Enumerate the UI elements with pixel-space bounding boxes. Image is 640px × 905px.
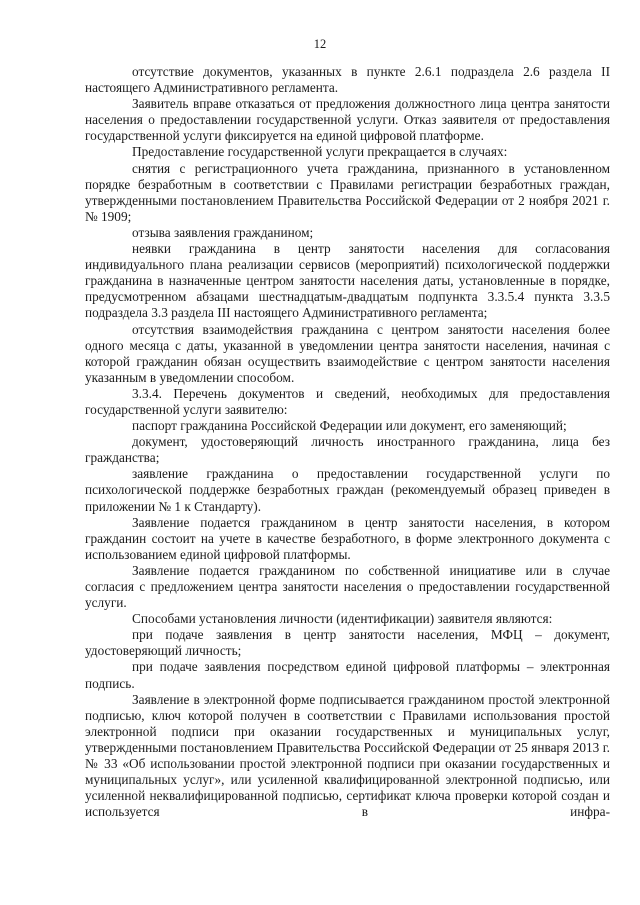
paragraph-refusal: Заявитель вправе отказаться от предложения должностного лица центра занятости населения о предоставлении государственной услуги. Отказ заявителя от предоставления государственной услуги фиксируется на единой цифровой платформе.	[85, 96, 610, 144]
paragraph-application-submission: Заявление подается гражданином в центр занятости населения, в котором гражданин состоит на учете в качестве безработного, в форме электронного документа с использованием единой цифровой платформы.	[85, 514, 610, 562]
paragraph-documents-absence: отсутствие документов, указанных в пункте 2.6.1 подраздела 2.6 раздела II настоящего Административного регламента.	[85, 64, 610, 96]
paragraph-termination-intro: Предоставление государственной услуги прекращается в случаях:	[132, 144, 508, 160]
paragraph-identification-platform: при подаче заявления посредством единой цифровой платформы – электронная подпись.	[85, 659, 610, 691]
document-body	[85, 64, 610, 820]
paragraph-passport: паспорт гражданина Российской Федерации или документ, его заменяющий;	[132, 418, 567, 434]
paragraph-electronic-signature: Заявление в электронной форме подписывается гражданином простой электронной подписью, ключ которой получен в соответствии с Правилами использования простой электронной подписи при оказании государственных и муниципальных услуг, утвержденными постановлением Правительства Российской Федерации от 25 января 2013 г. № 33 «Об использовании простой электронной подписи при оказании государственных и муниципальных услуг», или усиленной квалифицированной электронной подписью, или усиленной неквалифицированной подписью, сертификат ключа проверки которой создан и используется в инфра-	[85, 691, 610, 820]
paragraph-initiative: Заявление подается гражданином по собственной инициативе или в случае согласия с предложением центра занятости населения о предоставлении государственной услуги.	[85, 562, 610, 611]
paragraph-withdrawal: отзыва заявления гражданином;	[132, 224, 314, 240]
paragraph-deregistration: снятия с регистрационного учета гражданина, признанного в установленном порядке безработным в соответствии с Правилами регистрации безработных граждан, утвержденными постановлением Правительства Российской Федерации от 2 ноября 2021 г. № 1909;	[85, 160, 610, 224]
paragraph-identification-methods: Способами установления личности (идентификации) заявителя являются:	[132, 611, 553, 627]
paragraph-no-interaction: отсутствия взаимодействия гражданина с центром занятости населения более одного месяца с даты, указанной в уведомлении центра занятости населения, начиная с которой гражданин обязан осуществить взаимодействие с центром занятости населения указанным в уведомлении способом.	[85, 321, 610, 385]
paragraph-application: заявление гражданина о предоставлении государственной услуги по психологической поддержке безработных граждан (рекомендуемый образец приведен в приложении № 1 к Стандарту).	[85, 466, 610, 514]
paragraph-identification-mfc: при подаче заявления в центр занятости населения, МФЦ – документ, удостоверяющий личность;	[85, 627, 610, 659]
page-number: 12	[313, 37, 327, 51]
paragraph-no-show: неявки гражданина в центр занятости населения для согласования индивидуального плана реализации сервисов (мероприятий) психологической поддержки гражданина в назначенные центром занятости населения даты, установленные в порядке, предусмотренном абзацами шестнадцатым-двадцатым подпункта 3.3.5.4 пункта 3.3.5 подраздела 3.3 раздела III настоящего Административного регламента;	[85, 241, 610, 321]
paragraph-documents-list-heading: 3.3.4. Перечень документов и сведений, необходимых для предоставления государственной услуги заявителю:	[85, 385, 610, 417]
paragraph-foreign-id: документ, удостоверяющий личность иностранного гражданина, лица без гражданства;	[85, 434, 610, 466]
